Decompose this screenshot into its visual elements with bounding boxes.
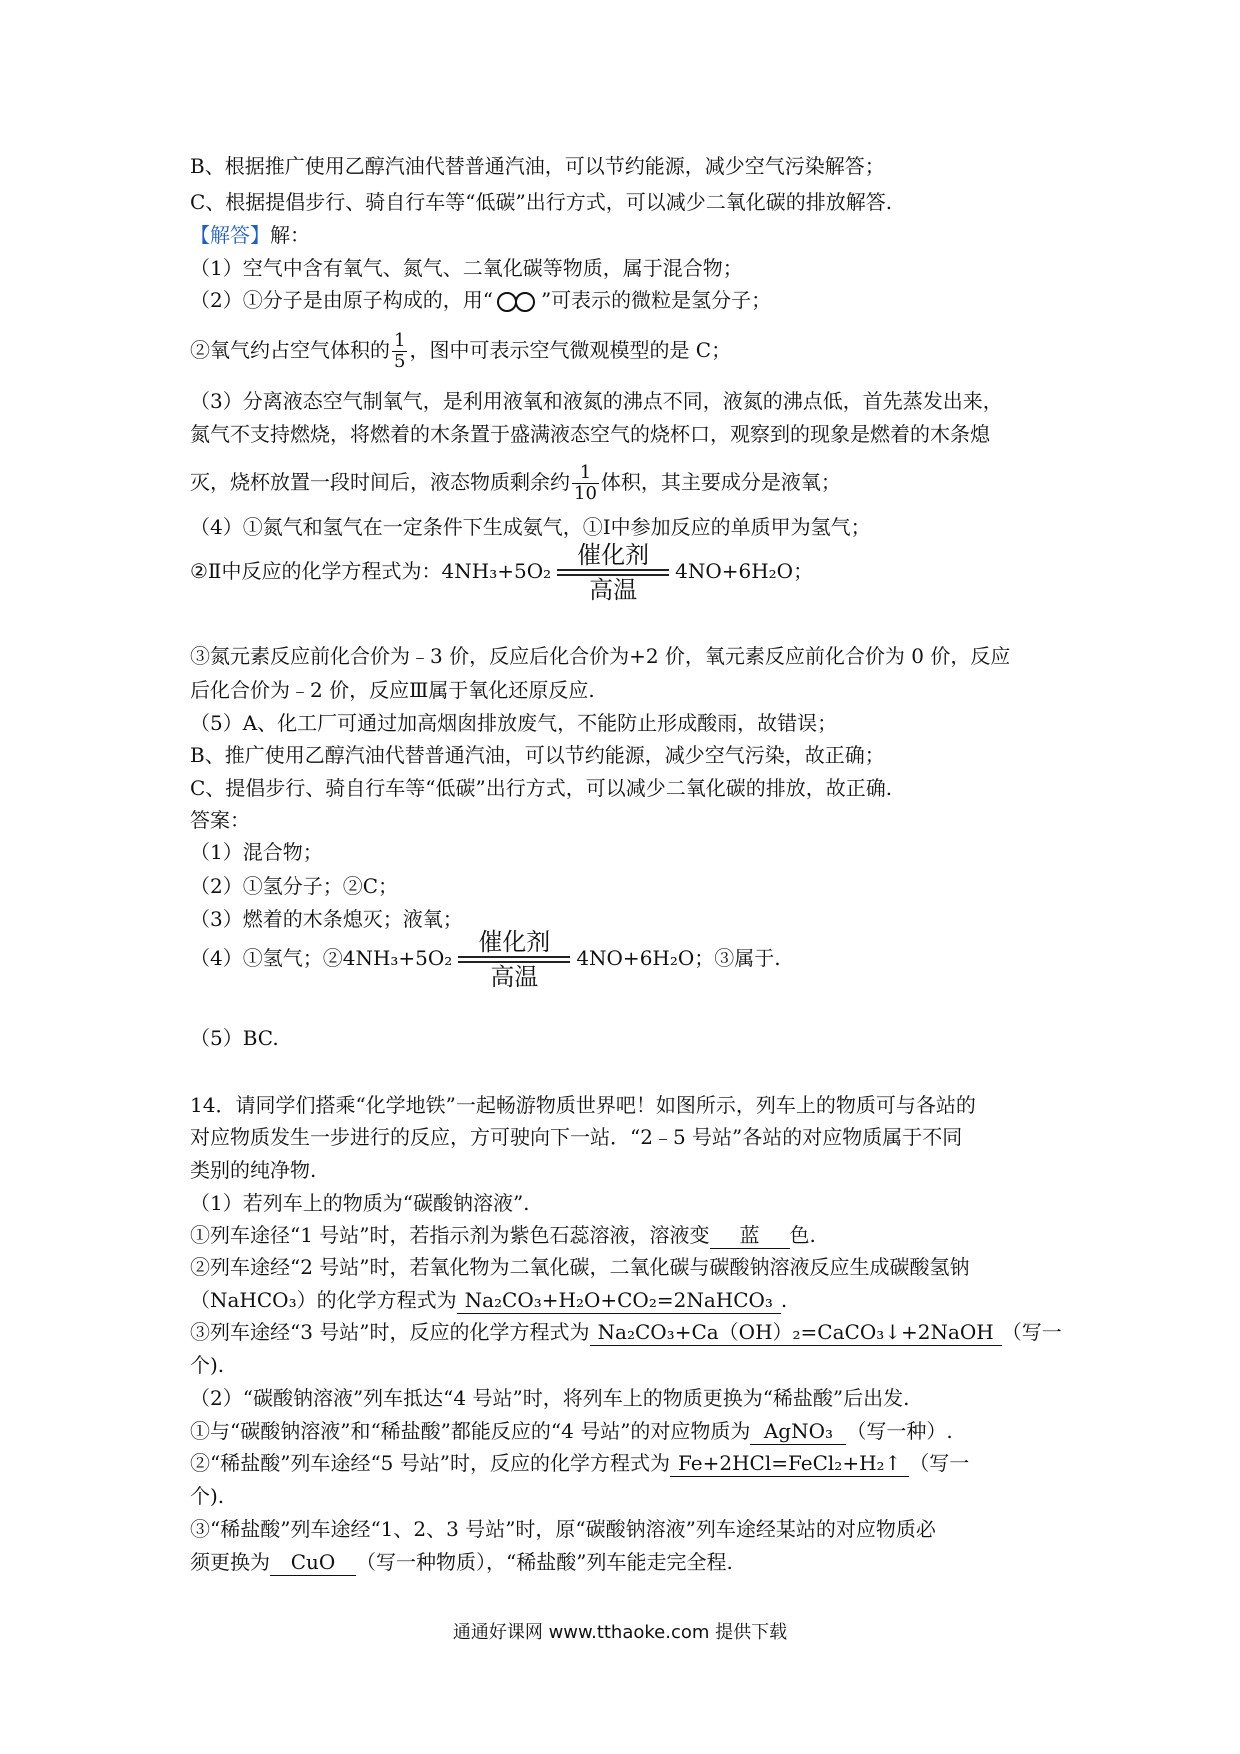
text-line: （4）①氮气和氢气在一定条件下生成氨气，①Ⅰ中参加反应的单质甲为氢气； <box>190 515 871 539</box>
text-segment: （NaHCO₃）的化学方程式为 <box>190 1288 457 1312</box>
text-segment: ②氧气约占空气体积的 <box>190 338 390 362</box>
equation-line <box>190 928 781 991</box>
answer-blank: Na₂CO₃+Ca（OH）₂=CaCO₃↓+2NaOH <box>590 1319 1002 1346</box>
fraction-numerator: 1 <box>394 330 406 351</box>
text-line: （1）混合物； <box>190 840 323 864</box>
text-line <box>190 331 731 372</box>
text-line: 氮气不支持燃烧，将燃着的木条置于盛满液态空气的烧杯口，观察到的现象是燃着的木条熄 <box>190 422 990 446</box>
text-line: 答案： <box>190 808 250 832</box>
fraction <box>392 331 407 372</box>
reaction-condition <box>557 541 669 604</box>
question-line: 个). <box>190 1353 225 1377</box>
page-footer: 通通好课网 www.tthaoke.com 提供下载 <box>452 1622 788 1643</box>
text-segment: ，图中可表示空气微观模型的是 C； <box>409 338 732 362</box>
equation-line <box>190 541 813 604</box>
condition-catalyst: 催化剂 <box>478 928 551 956</box>
question-line: 类别的纯净物. <box>190 1158 317 1182</box>
text-segment: ”可表示的微粒是氢分子； <box>540 288 772 312</box>
fraction-denominator: 5 <box>394 351 406 372</box>
text-line: （1）空气中含有氧气、氮气、二氧化碳等物质，属于混合物； <box>190 256 743 280</box>
condition-temperature: 高温 <box>490 963 539 991</box>
text-segment: 4NO+6H₂O； <box>675 559 814 583</box>
text-line: （5）BC. <box>190 1026 279 1050</box>
text-segment: 灭，烧杯放置一段时间后，液态物质剩余约 <box>190 470 570 494</box>
text-segment: （写一 <box>1001 1320 1062 1344</box>
hydrogen-molecule-icon <box>497 291 537 313</box>
question-line <box>190 1222 816 1249</box>
fraction <box>572 463 599 504</box>
text-line: C、提倡步行、骑自行车等“低碳”出行方式，可以减少二氧化碳的排放，故正确. <box>190 776 893 800</box>
text-line <box>190 222 310 248</box>
text-line: ③氮元素反应前化合价为﹣3 价，反应后化合价为+2 价，氧元素反应前化合价为 0 价，反应 <box>190 644 1011 668</box>
text-segment: （写一 <box>909 1451 970 1475</box>
text-line: 后化合价为﹣2 价，反应Ⅲ属于氧化还原反应. <box>190 678 595 702</box>
text-segment: 体积，其主要成分是液氧； <box>600 470 841 494</box>
answer-blank: Na₂CO₃+H₂O+CO₂=2NaHCO₃ <box>457 1287 781 1314</box>
equals-bar <box>557 569 669 576</box>
text-segment: （写一种物质），“稀盐酸”列车能走完全程. <box>356 1550 733 1574</box>
text-segment: （写一种）. <box>846 1419 953 1443</box>
text-line <box>190 287 771 313</box>
text-segment: 4NO+6H₂O；③属于. <box>576 946 781 970</box>
answer-blank: CuO <box>270 1549 356 1576</box>
answer-tag: 【解答】 <box>190 223 270 247</box>
equals-bar <box>458 956 570 963</box>
question-line: 对应物质发生一步进行的反应，方可驶向下一站．“2﹣5 号站”各站的对应物质属于不同 <box>190 1125 963 1149</box>
question-line <box>190 1319 1062 1346</box>
condition-catalyst: 催化剂 <box>577 541 650 569</box>
text-segment: ③列车途经“3 号站”时，反应的化学方程式为 <box>190 1320 590 1344</box>
text-segment: ②“稀盐酸”列车途经“5 号站”时，反应的化学方程式为 <box>190 1451 670 1475</box>
question-line <box>190 1450 969 1477</box>
fraction-numerator: 1 <box>572 463 599 484</box>
answer-blank: 蓝 <box>710 1222 790 1249</box>
text-line: （2）①氢分子；②C； <box>190 874 399 898</box>
question-line: ③“稀盐酸”列车途经“1、2、3 号站”时，原“碳酸钠溶液”列车途经某站的对应物质必 <box>190 1517 936 1541</box>
question-line <box>190 1549 733 1576</box>
text-line: C、根据提倡步行、骑自行车等“低碳”出行方式，可以减少二氧化碳的排放解答. <box>190 190 893 214</box>
question-line: 个). <box>190 1484 225 1508</box>
text-line: （3）燃着的木条熄灭；液氧； <box>190 907 463 931</box>
answer-blank: Fe+2HCl=FeCl₂+H₂↑ <box>670 1450 909 1477</box>
question-line: 14．请同学们搭乘“化学地铁”一起畅游物质世界吧！如图所示，列车上的物质可与各站的 <box>190 1093 976 1117</box>
question-line <box>190 1287 787 1314</box>
fraction-denominator: 10 <box>574 483 597 504</box>
text-segment: ①与“碳酸钠溶液”和“稀盐酸”都能反应的“4 号站”的对应物质为 <box>190 1419 751 1443</box>
text-line: B、推广使用乙醇汽油代替普通汽油，可以节约能源，减少空气污染，故正确； <box>190 743 885 767</box>
text-segment: ②Ⅱ中反应的化学方程式为：4NH₃+5O₂ <box>190 559 552 583</box>
reaction-condition <box>458 928 570 991</box>
text-line: （3）分离液态空气制氧气，是利用液氧和液氮的沸点不同，液氮的沸点低，首先蒸发出来， <box>190 389 1003 413</box>
text-segment: （2）①分子是由原子构成的，用“ <box>190 288 493 312</box>
text-line: B、根据推广使用乙醇汽油代替普通汽油，可以节约能源，减少空气污染解答； <box>190 154 885 178</box>
question-line: （1）若列车上的物质为“碳酸钠溶液”. <box>190 1191 530 1215</box>
condition-temperature: 高温 <box>589 576 638 604</box>
question-line: （2）“碳酸钠溶液”列车抵达“4 号站”时，将列车上的物质更换为“稀盐酸”后出发. <box>190 1386 910 1410</box>
question-line <box>190 1418 953 1445</box>
text-segment: . <box>780 1288 788 1312</box>
text-segment: 须更换为 <box>190 1550 270 1574</box>
question-line: ②列车途经“2 号站”时，若氧化物为二氧化碳，二氧化碳与碳酸钠溶液反应生成碳酸氢钠 <box>190 1255 970 1279</box>
text-line <box>190 463 841 504</box>
answer-blank: AgNO₃ <box>750 1418 846 1445</box>
text-segment: （4）①氢气；②4NH₃+5O₂ <box>190 946 453 970</box>
text-line: （5）A、化工厂可通过加高烟囱排放废气，不能防止形成酸雨，故错误； <box>190 711 838 735</box>
text-segment: 解： <box>270 223 310 247</box>
text-segment: ①列车途径“1 号站”时，若指示剂为紫色石蕊溶液，溶液变 <box>190 1223 710 1247</box>
text-segment: 色. <box>789 1223 816 1247</box>
